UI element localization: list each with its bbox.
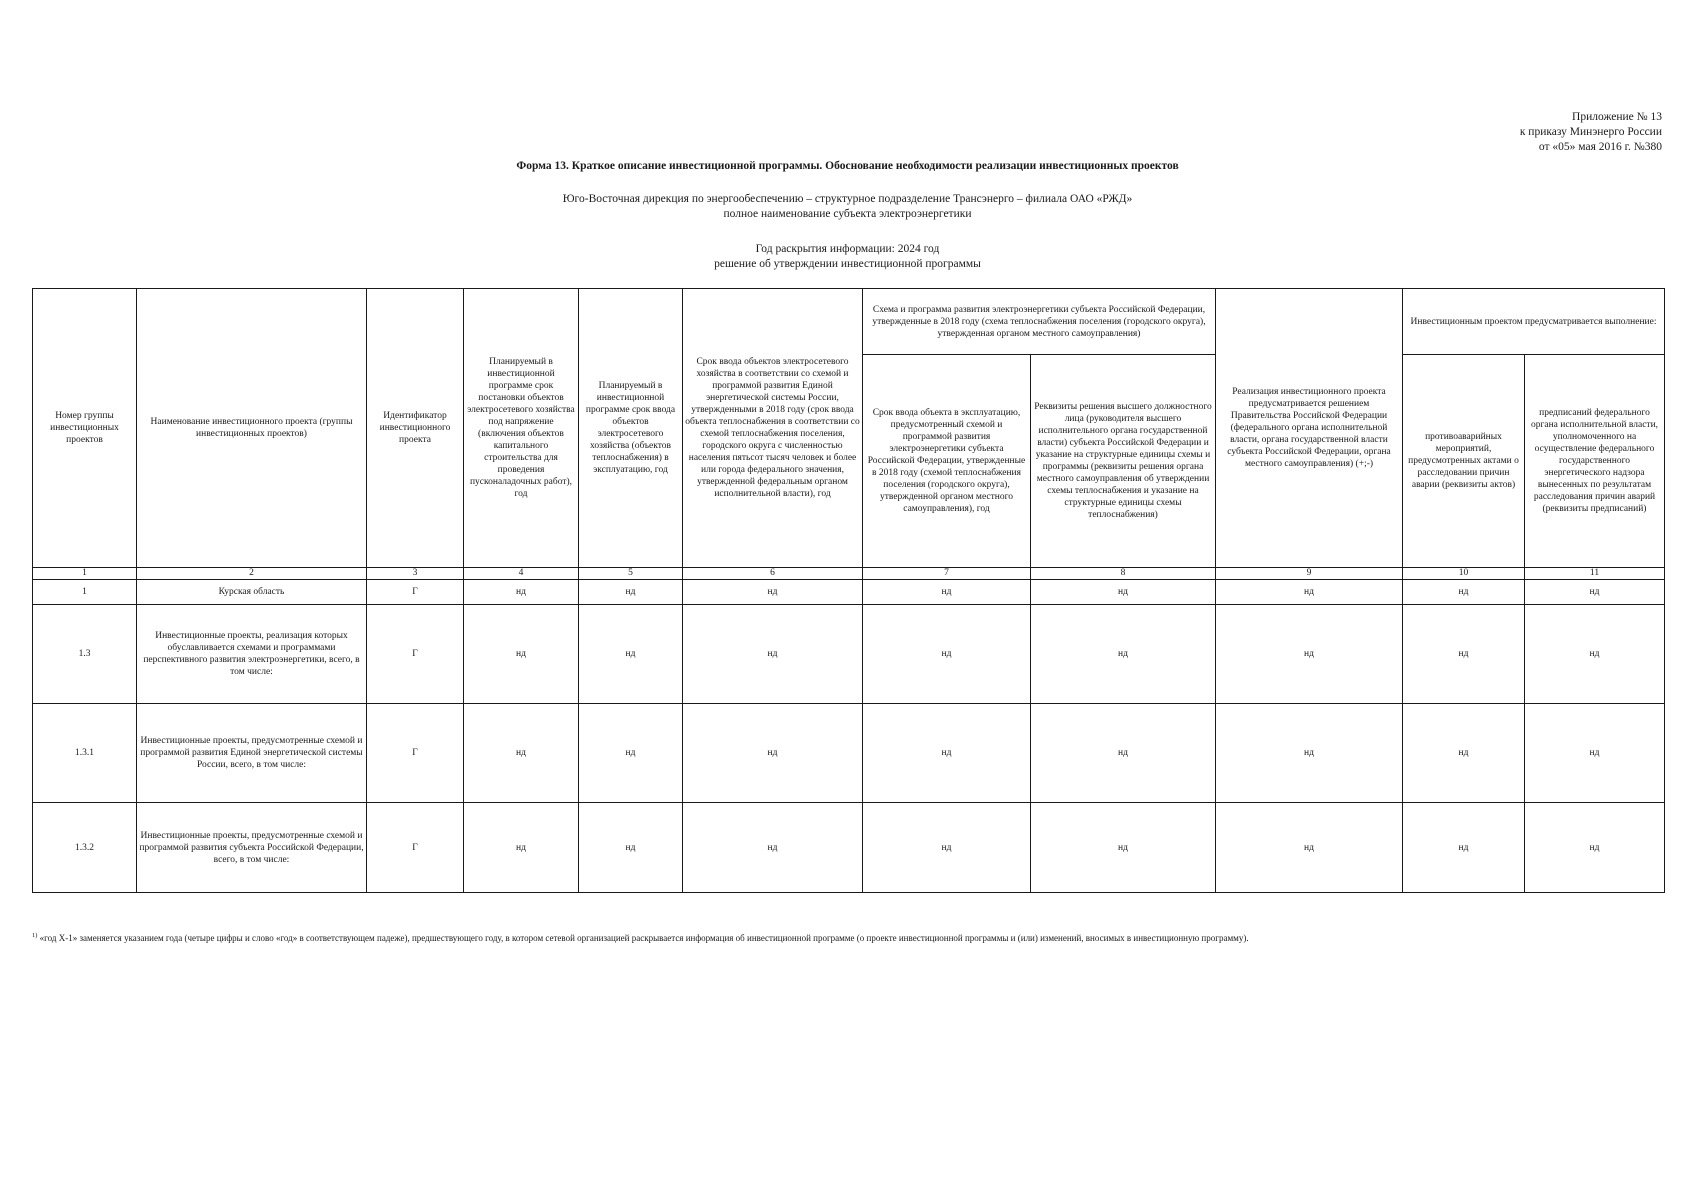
row-value: нд (1525, 605, 1665, 704)
column-number: 3 (367, 568, 464, 580)
row-value: нд (1403, 803, 1525, 893)
row-value: нд (1031, 704, 1216, 803)
row-value: нд (1216, 580, 1403, 605)
column-number-row (33, 568, 1665, 580)
row-value: нд (683, 803, 863, 893)
subject-caption: полное наименование субъекта электроэнергетики (723, 208, 972, 220)
row-name: Инвестиционные проекты, предусмотренные схемой и программой развития Единой энергетической системы России, всего, в том числе: (137, 704, 367, 803)
row-value: нд (1031, 605, 1216, 704)
row-value: нд (579, 704, 683, 803)
row-value: нд (1525, 580, 1665, 605)
header-ues-commission-year: Срок ввода объектов электросетевого хозяйства в соответствии со схемой и программой развития Единой энергетической системы России, утвержденными в 2018 году (срок ввода объекта теплоснабжения в соответствии со схемой теплоснабжения поселения, городского округа с численностью населения пятьсот тысяч человек и более или города федерального значения, утвержденной федеральным органом исполнительной власти), год (683, 289, 863, 568)
row-id: Г (367, 580, 464, 605)
row-id: Г (367, 605, 464, 704)
footnote-marker: 1) (32, 932, 38, 939)
subject-name: Юго-Восточная дирекция по энергообеспечению – структурное подразделение Трансэнерго – филиала ОАО «РЖД» (562, 193, 1133, 205)
disclosure-year: Год раскрытия информации: 2024 год (755, 243, 940, 255)
row-value: нд (464, 605, 579, 704)
table-row (33, 704, 1665, 803)
footnote-text: «год X-1» заменяется указанием года (четыре цифры и слово «год» в соответствующем падеже), предшествующего году, в котором сетевой организацией раскрывается информация об инвестиционной программе (о проекте инвестиционной программы и (или) изменений, вносимых в инвестиционную программу). (39, 933, 1249, 943)
investment-table (32, 288, 1665, 893)
column-number: 2 (137, 568, 367, 580)
row-number: 1.3.2 (33, 803, 137, 893)
row-id: Г (367, 704, 464, 803)
row-value: нд (1216, 605, 1403, 704)
subject-block (0, 192, 1695, 222)
appendix-line-3: от «05» мая 2016 г. №380 (1538, 141, 1662, 153)
column-number: 8 (1031, 568, 1216, 580)
row-number: 1.3 (33, 605, 137, 704)
appendix-reference (1520, 110, 1662, 155)
table-row (33, 803, 1665, 893)
column-number: 7 (863, 568, 1031, 580)
header-group-number: Номер группы инвестиционных проектов (33, 289, 137, 568)
row-value: нд (683, 580, 863, 605)
row-value: нд (579, 605, 683, 704)
header-project-id: Идентификатор инвестиционного проекта (367, 289, 464, 568)
header-row-1 (33, 289, 1665, 355)
row-value: нд (1031, 580, 1216, 605)
column-number: 10 (1403, 568, 1525, 580)
row-value: нд (863, 605, 1031, 704)
row-number: 1 (33, 580, 137, 605)
column-number: 9 (1216, 568, 1403, 580)
row-value: нд (863, 803, 1031, 893)
footnote (32, 930, 1249, 944)
row-value: нд (1403, 605, 1525, 704)
row-value: нд (464, 704, 579, 803)
row-value: нд (1525, 704, 1665, 803)
row-value: нд (683, 605, 863, 704)
row-name: Инвестиционные проекты, реализация которых обуславливается схемами и программами перспективного развития электроэнергетики, всего, в том числе: (137, 605, 367, 704)
appendix-line-1: Приложение № 13 (1572, 111, 1662, 123)
header-execution-group: Инвестиционным проектом предусматривается выполнение: (1403, 289, 1665, 355)
header-government-decision: Реализация инвестиционного проекта предусматривается решением Правительства Российской Федерации (федерального органа исполнительной власти, органа государственной власти субъекта Российской Федерации, органа местного самоуправления) (+;-) (1216, 289, 1403, 568)
header-federal-orders: предписаний федерального органа исполнительной власти, уполномоченного на осуществление федерального государственного энергетического надзора вынесенных по результатам расследования причин аварий (реквизиты предписаний) (1525, 355, 1665, 568)
column-number: 1 (33, 568, 137, 580)
row-number: 1.3.1 (33, 704, 137, 803)
header-emergency-measures: противоаварийных мероприятий, предусмотренных актами о расследовании причин аварии (реквизиты актов) (1403, 355, 1525, 568)
header-regional-commission-year: Срок ввода объекта в эксплуатацию, предусмотренный схемой и программой развития электроэнергетики субъекта Российской Федерации, утвержденные в 2018 году (схемой теплоснабжения поселения (городского округа), утвержденной органом местного самоуправления), год (863, 355, 1031, 568)
row-value: нд (1403, 580, 1525, 605)
table-row (33, 580, 1665, 605)
row-value: нд (863, 580, 1031, 605)
header-decision-details: Реквизиты решения высшего должностного лица (руководителя высшего исполнительного органа государственной власти) субъекта Российской Федерации и указание на структурные единицы схемы и программы (реквизиты решения органа местного самоуправления об утверждении схемы теплоснабжения и указание на структурные единицы схемы теплоснабжения) (1031, 355, 1216, 568)
row-value: нд (579, 803, 683, 893)
appendix-line-2: к приказу Минэнерго России (1519, 126, 1662, 138)
column-number: 4 (464, 568, 579, 580)
disclosure-decision: решение об утверждении инвестиционной программы (714, 258, 981, 270)
row-value: нд (863, 704, 1031, 803)
row-value: нд (464, 803, 579, 893)
header-planned-commission-year: Планируемый в инвестиционной программе срок ввода объектов электросетевого хозяйства (объектов теплоснабжения) в эксплуатацию, год (579, 289, 683, 568)
row-value: нд (1403, 704, 1525, 803)
column-number: 6 (683, 568, 863, 580)
row-id: Г (367, 803, 464, 893)
disclosure-block (0, 242, 1695, 272)
row-value: нд (1525, 803, 1665, 893)
table-row (33, 605, 1665, 704)
row-value: нд (683, 704, 863, 803)
column-number: 5 (579, 568, 683, 580)
row-value: нд (1216, 704, 1403, 803)
row-value: нд (579, 580, 683, 605)
column-number: 11 (1525, 568, 1665, 580)
form-title: Форма 13. Краткое описание инвестиционной программы. Обоснование необходимости реализации инвестиционных проектов (516, 160, 1179, 172)
row-value: нд (1031, 803, 1216, 893)
row-value: нд (464, 580, 579, 605)
header-regional-scheme-group: Схема и программа развития электроэнергетики субъекта Российской Федерации, утвержденные в 2018 году (схема теплоснабжения поселения (городского округа), утвержденная органом местного самоуправления) (863, 289, 1216, 355)
header-project-name: Наименование инвестиционного проекта (группы инвестиционных проектов) (137, 289, 367, 568)
row-name: Инвестиционные проекты, предусмотренные схемой и программой развития субъекта Российской Федерации, всего, в том числе: (137, 803, 367, 893)
row-value: нд (1216, 803, 1403, 893)
row-name: Курская область (137, 580, 367, 605)
header-planned-energize-year: Планируемый в инвестиционной программе срок постановки объектов электросетевого хозяйства под напряжение (включения объектов капитального строительства для проведения пусконаладочных работ), год (464, 289, 579, 568)
